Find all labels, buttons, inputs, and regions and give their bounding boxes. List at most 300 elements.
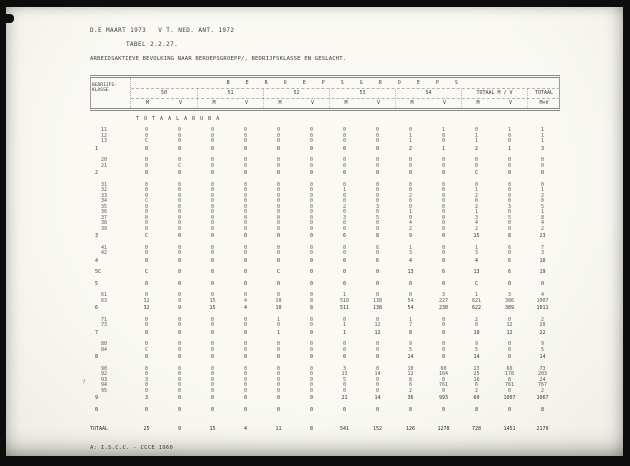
- cell: 0: [276, 187, 280, 193]
- cell: 0: [243, 209, 247, 215]
- cell: 0: [309, 138, 313, 144]
- cell: 13: [473, 365, 480, 372]
- cell: 510: [339, 297, 350, 304]
- cell: 0: [243, 187, 247, 193]
- cell: 11: [275, 426, 282, 432]
- col-group-50: 50: [160, 90, 168, 96]
- cell: 1: [342, 292, 346, 298]
- cell: 10: [539, 257, 546, 264]
- cell: 0: [210, 376, 214, 383]
- cell: 0: [210, 220, 214, 226]
- cell: 1067: [536, 395, 549, 401]
- cell: 0: [177, 269, 181, 275]
- cell: 1: [474, 292, 478, 298]
- cell: 0: [243, 145, 247, 152]
- cell: C: [276, 269, 280, 275]
- cell: 0: [177, 187, 181, 193]
- row-label: 37: [101, 214, 108, 221]
- cell: 0: [144, 329, 148, 336]
- cell: 0: [441, 225, 445, 232]
- cell: 2: [474, 145, 478, 152]
- column-headers: [131, 78, 560, 108]
- cell: 0: [210, 145, 214, 152]
- cell: 14: [374, 395, 381, 401]
- cell: 1278: [437, 426, 450, 432]
- cell: 0: [210, 322, 214, 328]
- cell: 0: [210, 365, 214, 372]
- cell: 0: [276, 250, 280, 256]
- cell: 0: [210, 280, 214, 287]
- cell: 6: [441, 269, 445, 275]
- cell: 2: [474, 316, 478, 323]
- col-group-54: 54: [395, 89, 461, 98]
- cell: 1: [540, 138, 544, 144]
- cell: 0: [210, 387, 214, 394]
- cell: 0: [342, 316, 346, 323]
- row-label: 63: [101, 297, 108, 304]
- section-title: T O T A A L A R U B A: [136, 116, 221, 122]
- cell: 0: [375, 162, 379, 169]
- cell: 0: [309, 220, 313, 226]
- table-row: [90, 164, 560, 170]
- cell: 0: [540, 198, 544, 204]
- cell: 3: [441, 292, 445, 298]
- cell: 164: [438, 371, 449, 377]
- cell: 0: [210, 316, 214, 323]
- cell: 32: [143, 297, 150, 304]
- cell: 0: [210, 329, 214, 336]
- cell: 0: [375, 157, 379, 163]
- cell: 0: [177, 376, 181, 383]
- row-label: 80: [101, 341, 108, 347]
- cell: 9: [177, 305, 181, 311]
- cell: 1451: [503, 426, 516, 432]
- cell: 14: [407, 354, 414, 360]
- cell: 0: [507, 138, 511, 144]
- cell: 0: [243, 157, 247, 163]
- cell: 1: [276, 316, 280, 323]
- cell: 0: [210, 406, 214, 413]
- cell: 0: [243, 138, 247, 144]
- cell: 22: [539, 329, 546, 336]
- row-label: 41: [101, 244, 108, 251]
- table-row: [90, 408, 560, 414]
- cell: 4: [408, 220, 412, 226]
- row-label: 21: [101, 162, 108, 169]
- cell: 8: [309, 305, 313, 311]
- row-label: 71: [101, 316, 108, 323]
- cell: 0: [177, 198, 181, 204]
- cell: 8: [540, 214, 544, 221]
- cell: 0: [210, 127, 214, 133]
- cell: 761: [504, 382, 515, 388]
- cell: 0: [177, 170, 181, 176]
- cell: 32: [143, 305, 150, 311]
- cell: 0: [309, 203, 313, 210]
- cell: 0: [342, 225, 346, 232]
- cell: 0: [375, 250, 379, 256]
- cell: 2: [540, 387, 544, 394]
- cell: 6: [375, 244, 379, 251]
- cell: 0: [375, 220, 379, 226]
- cell: 0: [342, 198, 346, 204]
- cell: 16: [473, 376, 480, 383]
- cell: 0: [276, 225, 280, 232]
- cell: 0: [276, 341, 280, 347]
- cell: 0: [342, 250, 346, 256]
- cell: 5: [474, 346, 478, 353]
- cell: C: [144, 346, 148, 353]
- cell: 8: [375, 233, 379, 239]
- cell: 0: [375, 209, 379, 215]
- cell: 0: [309, 145, 313, 152]
- cell: 0: [408, 292, 412, 298]
- cell: 0: [177, 192, 181, 199]
- subcol-header: V: [508, 100, 512, 106]
- cell: 0: [342, 127, 346, 133]
- cell: 178: [504, 371, 515, 377]
- cell: 0: [144, 365, 148, 372]
- cell: 0: [177, 145, 181, 152]
- cell: 541: [339, 426, 350, 432]
- row-label: 6: [95, 305, 99, 311]
- stub-header: [91, 78, 131, 108]
- cell: 0: [276, 203, 280, 210]
- cell: 12: [374, 322, 381, 328]
- stub-label-line1: BEDRIJFS-: [92, 83, 117, 88]
- cell: 15: [209, 426, 216, 432]
- cell: 0: [342, 387, 346, 394]
- cell: 8: [408, 376, 412, 383]
- cell: 0: [144, 292, 148, 298]
- cell: 0: [375, 280, 379, 287]
- cell: 2: [408, 192, 412, 199]
- cell: 0: [276, 233, 280, 239]
- cell: 0: [210, 181, 214, 188]
- cell: 0: [441, 209, 445, 215]
- cell: 2: [540, 192, 544, 199]
- cell: 0: [375, 192, 379, 199]
- cell: 0: [276, 214, 280, 221]
- subcol-header: M: [461, 99, 494, 108]
- cell: 0: [408, 198, 412, 204]
- cell: 0: [408, 170, 412, 176]
- cell: 0: [210, 292, 214, 298]
- row-label: 33: [101, 192, 108, 199]
- cell: 0: [276, 346, 280, 353]
- cell: 10: [275, 305, 282, 311]
- cell: 0: [177, 395, 181, 401]
- cell: 152: [372, 426, 383, 432]
- cell: 0: [144, 244, 148, 251]
- cell: 0: [408, 214, 412, 221]
- cell: 0: [309, 376, 313, 383]
- cell: 0: [210, 346, 214, 353]
- table-row: [90, 139, 560, 145]
- cell: 0: [144, 192, 148, 199]
- cell: 0: [375, 187, 379, 193]
- subcol-header: M+V: [527, 99, 560, 108]
- row-label: TOTAAL: [90, 426, 109, 432]
- cell: 0: [144, 371, 148, 377]
- cell: 0: [507, 170, 511, 176]
- cell: 138: [372, 305, 383, 311]
- cell: 0: [441, 162, 445, 169]
- cell: 36: [407, 395, 414, 401]
- cell: 0: [210, 371, 214, 377]
- cell: 0: [441, 257, 445, 264]
- row-label: 7: [95, 329, 99, 336]
- cell: 3: [474, 250, 478, 256]
- cell: 0: [276, 365, 280, 372]
- cell: 0: [144, 209, 148, 215]
- cell: 0: [309, 341, 313, 347]
- cell: 1007: [503, 395, 516, 401]
- cell: 0: [474, 181, 478, 188]
- table-header: [90, 75, 560, 111]
- cell: 0: [507, 220, 511, 226]
- cell: 0: [309, 181, 313, 188]
- cell: 0: [144, 316, 148, 323]
- cell: 5: [408, 346, 412, 353]
- cell: 9: [177, 297, 181, 304]
- table-row: [90, 251, 560, 257]
- cell: 3: [507, 292, 511, 298]
- cell: 0: [441, 157, 445, 163]
- cell: 0: [309, 354, 313, 360]
- cell: 0: [177, 354, 181, 360]
- cell: 0: [408, 181, 412, 188]
- cell: 0: [177, 371, 181, 377]
- cell: 0: [441, 203, 445, 210]
- cell: 5: [540, 346, 544, 353]
- cell: 0: [177, 220, 181, 226]
- cell: 1: [342, 329, 346, 336]
- cell: 25: [473, 371, 480, 377]
- cell: 0: [210, 198, 214, 204]
- cell: 0: [507, 198, 511, 204]
- cell: 0: [342, 157, 346, 163]
- cell: 4: [474, 257, 478, 264]
- subcol-header: V: [244, 100, 248, 106]
- cell: 1: [474, 187, 478, 193]
- cell: 0: [144, 145, 148, 152]
- cell: 9: [408, 233, 412, 239]
- cell: 0: [507, 341, 511, 347]
- cell: 0: [441, 214, 445, 221]
- cell: 0: [375, 127, 379, 133]
- cell: 0: [441, 187, 445, 193]
- cell: 0: [342, 170, 346, 176]
- cell: 4: [540, 292, 544, 298]
- subcol-header: M: [395, 99, 428, 108]
- table-row: [90, 389, 560, 395]
- cell: 1: [540, 209, 544, 215]
- cell: 0: [441, 132, 445, 139]
- cell: 0: [210, 132, 214, 139]
- cell: 0: [375, 145, 379, 152]
- margin-mark: ?: [82, 379, 86, 386]
- cell: 0: [309, 280, 313, 287]
- cell: 1: [540, 127, 544, 133]
- table-row: [90, 355, 560, 361]
- cell: 0: [342, 269, 346, 275]
- cell: 0: [210, 225, 214, 232]
- cell: 8: [309, 426, 313, 432]
- cell: 0: [309, 214, 313, 221]
- cell: 0: [210, 354, 214, 360]
- row-label: 92: [101, 371, 108, 377]
- cell: 0: [276, 162, 280, 169]
- cell: 0: [342, 138, 346, 144]
- cell: 6: [507, 244, 511, 251]
- cell: 0: [210, 157, 214, 163]
- row-label: 95: [101, 387, 108, 394]
- cell: 4: [243, 297, 247, 304]
- cell: 2: [474, 203, 478, 210]
- cell: 1: [540, 132, 544, 139]
- col-group-TOTAAL: TOTAAL: [527, 89, 560, 98]
- cell: 0: [507, 157, 511, 163]
- cell: 1: [408, 209, 412, 215]
- cell: 0: [243, 170, 247, 176]
- cell: 0: [507, 346, 511, 353]
- cell: 0: [243, 387, 247, 394]
- subcols-row: [131, 99, 560, 108]
- page-footer: A: I.S.C.C. - CCCE 1960: [90, 445, 174, 451]
- cell: 0: [507, 280, 511, 287]
- cell: 54: [407, 305, 414, 311]
- cell: 0: [309, 127, 313, 133]
- cell: 3: [408, 250, 412, 256]
- cell: 0: [177, 127, 181, 133]
- cell: 0: [474, 162, 478, 169]
- cell: 0: [342, 382, 346, 388]
- row-label: 38: [101, 220, 108, 226]
- cell: 0: [375, 132, 379, 139]
- cell: 0: [375, 354, 379, 360]
- subcol-header: V: [442, 100, 446, 106]
- cell: 0: [309, 346, 313, 353]
- cell: 0: [441, 354, 445, 360]
- cell: 0: [276, 257, 280, 264]
- cell: 0: [276, 220, 280, 226]
- cell: 0: [375, 376, 379, 383]
- cell: 0: [441, 244, 445, 251]
- cell: 0: [243, 406, 247, 413]
- cell: 1: [342, 187, 346, 193]
- cell: 1: [507, 127, 511, 133]
- cell: 0: [177, 209, 181, 215]
- cell: 0: [441, 322, 445, 328]
- cell: 0: [507, 387, 511, 394]
- cell: 0: [243, 365, 247, 372]
- cell: 0: [144, 162, 148, 169]
- cell: 0: [309, 132, 313, 139]
- cell: 0: [210, 382, 214, 388]
- cell: 0: [210, 162, 214, 169]
- cell: 0: [177, 365, 181, 372]
- cell: 1: [408, 316, 412, 323]
- row-label: 61: [101, 292, 108, 298]
- cell: 0: [309, 382, 313, 388]
- cell: 0: [408, 280, 412, 287]
- cell: 0: [177, 214, 181, 221]
- table-banner: B E R O E P S G R O E P S: [131, 78, 560, 89]
- row-label: 8: [95, 354, 99, 360]
- cell: 15: [473, 233, 480, 239]
- cell: C: [474, 280, 478, 287]
- cell: 0: [507, 132, 511, 139]
- cell: 9: [408, 341, 412, 347]
- cell: 4: [474, 220, 478, 226]
- cell: 21: [341, 395, 348, 401]
- cell: 0: [309, 292, 313, 298]
- row-label: 0: [95, 406, 99, 413]
- cell: 0: [210, 233, 214, 239]
- cell: 0: [309, 170, 313, 176]
- cell: 0: [276, 138, 280, 144]
- cell: 1: [507, 145, 511, 152]
- cell: 20: [539, 322, 546, 328]
- cell: 0: [210, 341, 214, 347]
- cell: 0: [276, 192, 280, 199]
- cell: 0: [243, 316, 247, 323]
- col-group-53: 53: [329, 89, 395, 98]
- cell: 3: [144, 376, 148, 383]
- cell: 8: [474, 322, 478, 328]
- table-number-title: TABEL 2.2.27.: [126, 41, 179, 48]
- cell: 3: [540, 145, 544, 152]
- cell: 8: [474, 406, 478, 413]
- row-label: 5: [95, 280, 99, 287]
- cell: 1: [408, 244, 412, 251]
- cell: 0: [474, 198, 478, 204]
- cell: 0: [342, 257, 346, 264]
- cell: 9: [540, 341, 544, 347]
- cell: 126: [405, 426, 416, 432]
- cell: 0: [144, 406, 148, 413]
- cell: 0: [441, 280, 445, 287]
- cell: 0: [507, 192, 511, 199]
- cell: 0: [309, 371, 313, 377]
- cell: C: [144, 269, 148, 275]
- row-label: 35: [101, 203, 108, 210]
- cell: 0: [177, 292, 181, 298]
- cell: 0: [243, 257, 247, 264]
- cell: 0: [210, 209, 214, 215]
- col-group-51: 51: [197, 89, 263, 98]
- cell: 8: [309, 297, 313, 304]
- cell: 12: [374, 329, 381, 336]
- cell: 0: [177, 346, 181, 353]
- cell: 12: [506, 322, 513, 328]
- cell: 0: [375, 198, 379, 204]
- cell: 0: [210, 214, 214, 221]
- cell: 2: [408, 145, 412, 152]
- row-label: 32: [101, 187, 108, 193]
- cell: 0: [309, 192, 313, 199]
- cell: 0: [243, 192, 247, 199]
- row-label: 12: [101, 132, 108, 139]
- cell: 15: [209, 305, 216, 311]
- cell: 0: [210, 192, 214, 199]
- statistics-table: [90, 75, 560, 433]
- cell: 0: [177, 225, 181, 232]
- cell: 0: [177, 250, 181, 256]
- cell: 0: [210, 203, 214, 210]
- subcol-header: M: [329, 99, 362, 108]
